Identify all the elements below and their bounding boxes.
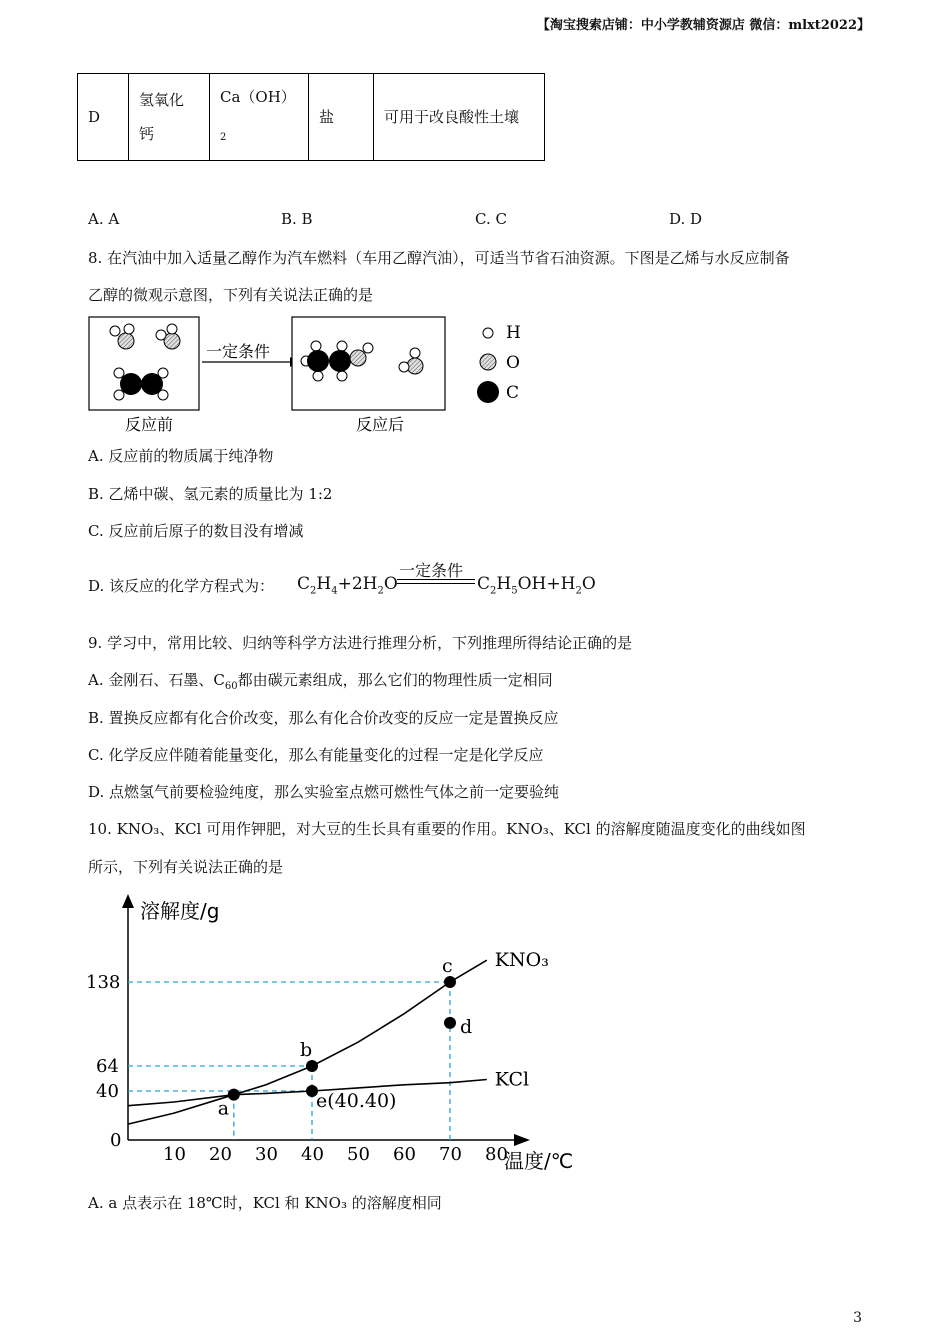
q9-option-a[interactable]: A. 金刚石、石墨、$C_{60}$都由碳元素组成，那么它们的物理性质一定相同 xyxy=(88,671,553,692)
data-point xyxy=(444,976,456,988)
solubility-chart xyxy=(80,888,600,1178)
y-axis-arrow-icon xyxy=(122,894,134,908)
data-point xyxy=(444,1017,456,1029)
x-tick-label: 70 xyxy=(439,1144,462,1165)
q9-stem: 9. 学习中，常用比较、归纳等科学方法进行推理分析，下列推理所得结论正确的是 xyxy=(88,634,633,652)
table-row xyxy=(78,74,545,161)
name-line1: 氢氧化 xyxy=(139,91,185,109)
q7-choice-a[interactable]: A. A xyxy=(88,210,120,228)
q10-stem-line1: 10. KNO₃、KCl 可用作钾肥，对大豆的生长具有重要的作用。KNO₃、KCl 的溶解度随温度变化的曲线如图 xyxy=(88,820,806,838)
q8-option-d-prefix: D. 该反应的化学方程式为： xyxy=(88,577,275,595)
y-tick-label: 138 xyxy=(86,972,121,993)
q8-option-a[interactable]: A. 反应前的物质属于纯净物 xyxy=(88,447,274,465)
table-cell-category: 盐 xyxy=(309,74,374,161)
after-label: 反应后 xyxy=(356,415,405,434)
q10-stem-line2: 所示，下列有关说法正确的是 xyxy=(88,858,284,876)
y-tick-label: 40 xyxy=(96,1081,119,1102)
legend-c-icon xyxy=(477,381,499,403)
table-cell-name xyxy=(129,74,210,161)
series-label: KNO₃ xyxy=(494,949,549,972)
legend-h-label: H xyxy=(506,323,521,343)
y-tick-label: 64 xyxy=(96,1056,119,1077)
q7-choice-d[interactable]: D. D xyxy=(669,210,703,228)
formula-sub: 2 xyxy=(220,131,227,143)
q9-option-b[interactable]: B. 置换反应都有化合价改变，那么有化合价改变的反应一定是置换反应 xyxy=(88,709,559,727)
before-label: 反应前 xyxy=(125,415,174,434)
arrow-label: 一定条件 xyxy=(206,342,271,361)
data-point-label: c xyxy=(442,955,453,977)
q9-option-d[interactable]: D. 点燃氢气前要检验纯度，那么实验室点燃可燃性气体之前一定要验纯 xyxy=(88,783,560,801)
before-box xyxy=(89,317,199,410)
x-axis-label: 温度/℃ xyxy=(504,1149,574,1173)
q8-option-d[interactable] xyxy=(88,575,274,596)
legend-h-icon xyxy=(483,328,493,338)
q8-stem-line1: 8. 在汽油中加入适量乙醇作为汽车燃料（车用乙醇汽油），可适当节省石油资源。下图是乙烯与水反应制备 xyxy=(88,249,790,267)
data-point xyxy=(306,1060,318,1072)
y-axis-label: 溶解度/g xyxy=(140,899,220,923)
legend-o-label: O xyxy=(506,353,520,373)
data-point-label: d xyxy=(460,1015,473,1038)
x-tick-label: 20 xyxy=(209,1144,232,1165)
data-point xyxy=(228,1089,240,1101)
page-number: 3 xyxy=(853,1310,862,1326)
formula-base: Ca（OH） xyxy=(220,87,296,106)
x-tick-label: 60 xyxy=(393,1144,416,1165)
q9-option-c[interactable]: C. 化学反应伴随着能量变化，那么有能量变化的过程一定是化学反应 xyxy=(88,746,544,764)
data-point-label: a xyxy=(217,1097,230,1120)
q8-stem-line2: 乙醇的微观示意图，下列有关说法正确的是 xyxy=(88,286,374,304)
legend-o-icon xyxy=(480,354,496,370)
x-tick-label: 30 xyxy=(255,1144,278,1165)
data-point-label: b xyxy=(300,1039,313,1061)
legend-c-label: C xyxy=(506,383,520,403)
x-tick-label: 50 xyxy=(347,1144,370,1165)
q10-option-a[interactable]: A. a 点表示在 18℃时，KCl 和 KNO₃ 的溶解度相同 xyxy=(88,1194,442,1212)
q8-option-b[interactable]: B. 乙烯中碳、氢元素的质量比为 1:2 xyxy=(88,485,333,503)
x-tick-label: 40 xyxy=(301,1144,324,1165)
q8-option-c[interactable]: C. 反应前后原子的数目没有增减 xyxy=(88,522,304,540)
legend xyxy=(477,323,521,403)
eq-double-line xyxy=(397,579,475,584)
series-label: KCl xyxy=(494,1068,530,1091)
table-cell-use: 可用于改良酸性土壤 xyxy=(374,74,545,161)
name-line2: 钙 xyxy=(139,125,155,143)
x-axis-arrow-icon xyxy=(514,1134,530,1146)
options-table xyxy=(77,73,545,161)
x-tick-label: 10 xyxy=(163,1144,186,1165)
y-tick-label: 0 xyxy=(110,1130,122,1151)
table-cell-formula xyxy=(210,74,309,161)
data-point-label: e(40.40) xyxy=(316,1090,397,1112)
reaction-diagram xyxy=(80,310,540,440)
page-header: 【淘宝搜索店铺：中小学教辅资源店 微信：mlxt2022】 xyxy=(536,18,870,33)
x-tick-label: 80 xyxy=(485,1144,508,1165)
table-cell-letter: D xyxy=(78,74,129,161)
q7-choice-b[interactable]: B. B xyxy=(281,210,313,228)
eq-condition: 一定条件 xyxy=(399,561,464,580)
q7-choice-c[interactable]: C. C xyxy=(475,210,507,228)
